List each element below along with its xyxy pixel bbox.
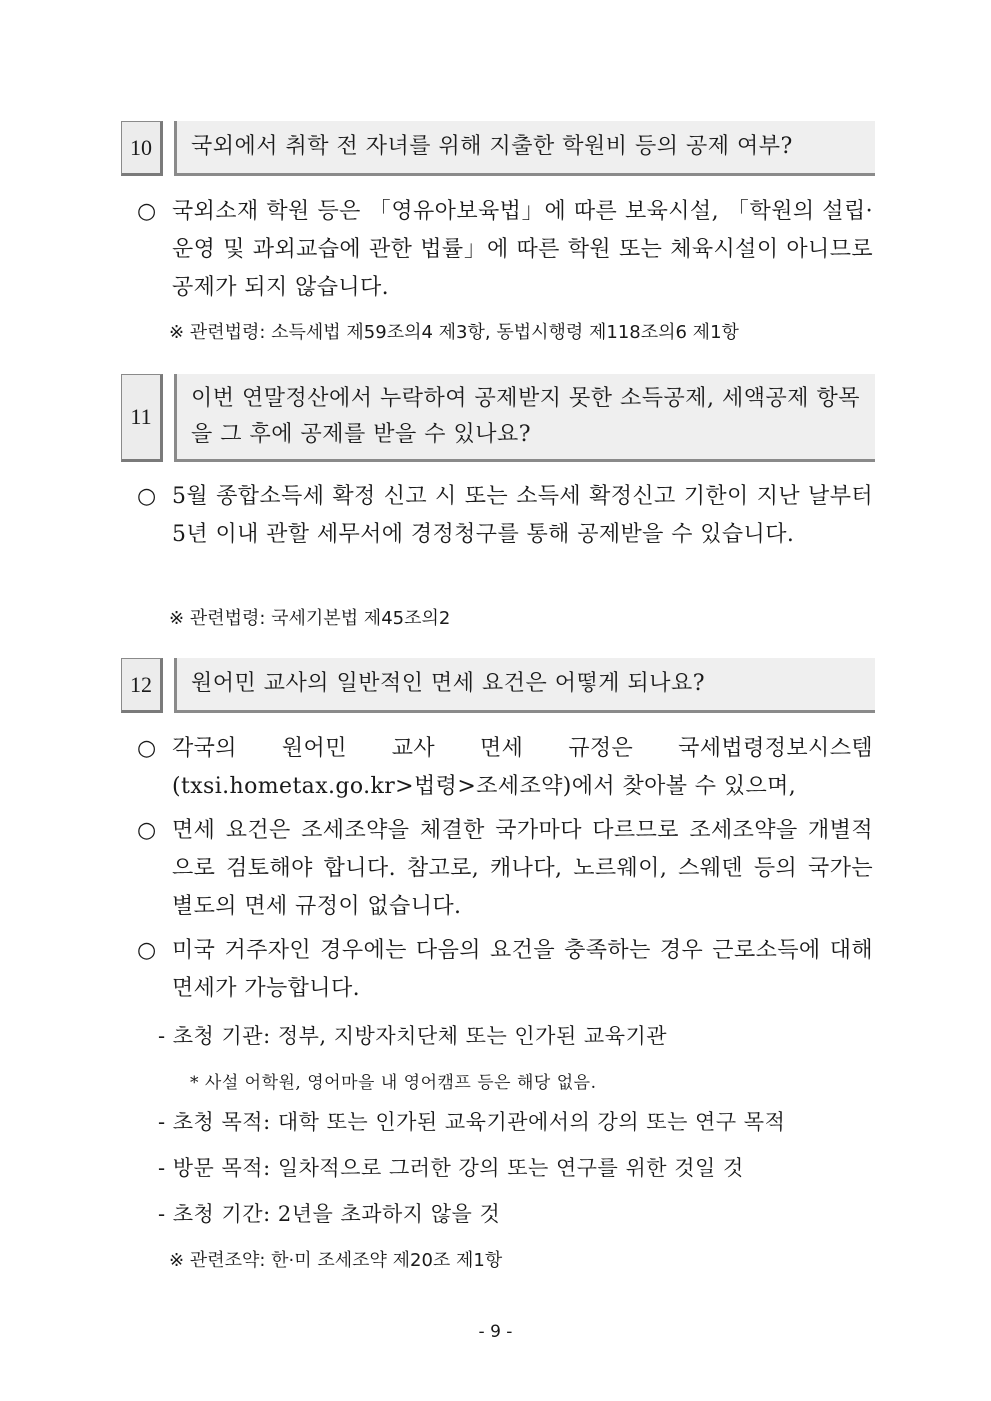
answer-paragraph [137,932,873,1008]
answer-text: 면세 요건은 조세조약을 체결한 국가마다 다르므로 조세조약을 개별적으로 검토해야 합니다. 참고로, 캐나다, 노르웨이, 스웨덴 등의 국가는 별도의 면세 규정이 없습니다. [172,818,873,919]
answer-text: 각국의 원어민 교사 면세 규정은 국세법령정보시스템(txsi.hometax.go.kr>법령>조세조약)에서 찾아볼 수 있으며, [172,736,873,799]
question-number: 10 [121,121,163,176]
requirement-item: - 초청 기관: 정부, 지방자치단체 또는 인가된 교육기관 [158,1024,668,1048]
question-12-header [121,658,875,713]
answer-text: 국외소재 학원 등은 「영유아보육법」에 따른 보육시설, 「학원의 설립·운영 및 과외교습에 관한 법률」에 따른 학원 또는 체육시설이 아니므로 공제가 되지 않습니다. [172,199,873,300]
answer-text: 5월 종합소득세 확정 신고 시 또는 소득세 확정신고 기한이 지난 날부터 5년 이내 관할 세무서에 경정청구를 통해 공제받을 수 있습니다. [172,484,873,547]
requirement-item: - 방문 목적: 일차적으로 그러한 강의 또는 연구를 위한 것일 것 [158,1156,744,1180]
bullet-circle-icon: ○ [137,938,157,963]
bullet-circle-icon: ○ [137,199,157,224]
question-text: 이번 연말정산에서 누락하여 공제받지 못한 소득공제, 세액공제 항목을 그 후에 공제를 받을 수 있나요? [174,374,875,462]
bullet-circle-icon: ○ [137,736,157,761]
answer-paragraph [137,478,873,554]
answer-text: 미국 거주자인 경우에는 다음의 요건을 충족하는 경우 근로소득에 대해 면세가 가능합니다. [172,938,873,1001]
question-text: 원어민 교사의 일반적인 면세 요건은 어떻게 되나요? [174,658,875,713]
reference-treaty: ※ 관련조약: 한·미 조세조약 제20조 제1항 [169,1250,503,1271]
requirement-note: * 사설 어학원, 영어마을 내 영어캠프 등은 해당 없음. [190,1073,597,1093]
requirement-item: - 초청 목적: 대학 또는 인가된 교육기관에서의 강의 또는 연구 목적 [158,1110,786,1134]
answer-paragraph [137,812,873,926]
bullet-circle-icon: ○ [137,484,157,509]
requirement-item: - 초청 기간: 2년을 초과하지 않을 것 [158,1202,501,1226]
answer-paragraph [137,730,873,806]
question-10-header [121,121,875,176]
question-text: 국외에서 취학 전 자녀를 위해 지출한 학원비 등의 공제 여부? [174,121,875,176]
page-number: - 9 - [478,1322,513,1342]
question-11-header [121,374,875,462]
question-number: 12 [121,658,163,713]
bullet-circle-icon: ○ [137,818,157,843]
reference-law: ※ 관련법령: 소득세법 제59조의4 제3항, 동법시행령 제118조의6 제1항 [169,322,739,343]
answer-paragraph [137,193,873,307]
question-number: 11 [121,374,163,462]
reference-law: ※ 관련법령: 국세기본법 제45조의2 [169,608,451,629]
